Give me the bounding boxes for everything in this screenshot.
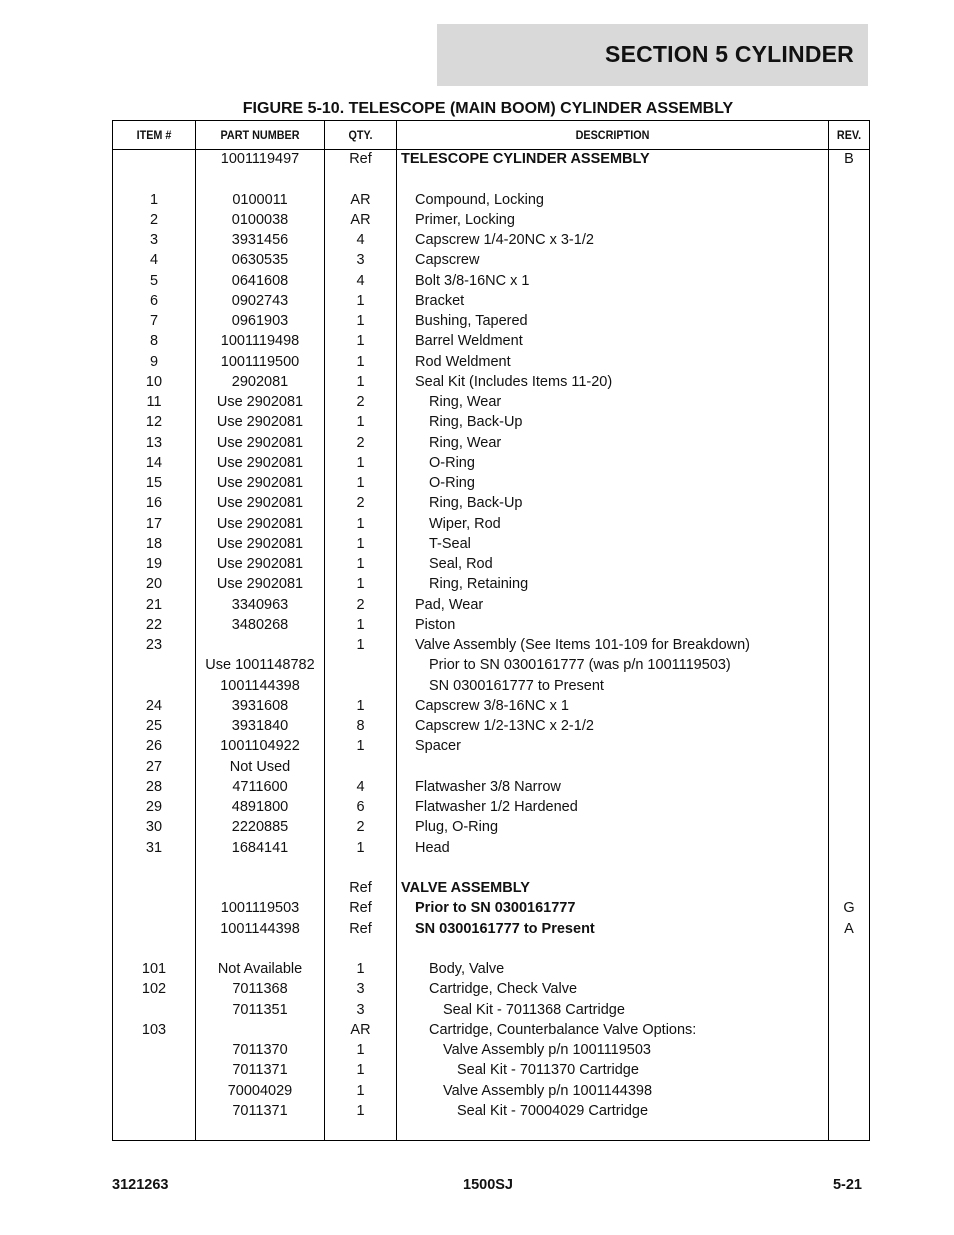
qty-cell: 4 — [356, 272, 365, 289]
qty-cell: 1 — [356, 697, 365, 714]
description-cell: Wiper, Rod — [429, 515, 501, 532]
item-cell: 1 — [149, 191, 159, 208]
part-number-cell: 3931608 — [231, 697, 289, 714]
item-cell: 9 — [149, 353, 159, 370]
description-cell: Flatwasher 3/8 Narrow — [415, 778, 561, 795]
description-cell: Cartridge, Check Valve — [429, 981, 578, 998]
item-cell: 8 — [149, 333, 159, 350]
qty-cell: 1 — [356, 1082, 365, 1099]
footer-page-number: 5-21 — [832, 1177, 862, 1193]
description-cell: Valve Assembly (See Items 101-109 for Breakdown) — [415, 637, 751, 653]
item-cell: 25 — [145, 718, 163, 734]
table-row — [113, 878, 869, 898]
part-number-cell: 1001104922 — [220, 738, 300, 755]
part-number-cell: 1684141 — [231, 839, 289, 856]
description-cell: Head — [415, 839, 450, 856]
item-cell: 15 — [145, 475, 163, 491]
table-row — [113, 1060, 869, 1080]
description-cell: Seal Kit - 70004029 Cartridge — [457, 1102, 649, 1119]
part-number-cell: 2902081 — [231, 373, 289, 390]
description-cell: Ring, Back-Up — [429, 495, 523, 512]
description-cell: Body, Valve — [429, 961, 505, 977]
table-body — [113, 149, 869, 1121]
table-row — [113, 331, 869, 351]
item-cell: 23 — [145, 637, 163, 653]
table-row — [113, 493, 869, 513]
item-cell: 3 — [149, 232, 159, 248]
part-number-cell: Use 2902081 — [216, 535, 304, 552]
figure-title: FIGURE 5-10. TELESCOPE (MAIN BOOM) CYLINDER ASSEMBLY — [242, 100, 734, 117]
rev-cell: A — [844, 920, 854, 937]
qty-cell: 1 — [356, 839, 365, 856]
item-cell: 5 — [149, 272, 159, 289]
table-header-row — [113, 121, 869, 150]
description-cell: O-Ring — [429, 475, 475, 491]
qty-cell: 1 — [356, 961, 365, 977]
table-row — [113, 392, 869, 412]
part-number-cell: 3480268 — [231, 616, 289, 633]
item-cell: 28 — [145, 778, 163, 795]
section-title: SECTION 5 CYLINDER — [605, 41, 854, 67]
part-number-cell: 0961903 — [231, 313, 289, 329]
qty-cell: Ref — [349, 880, 372, 896]
table-row — [113, 919, 869, 939]
footer-manual-number: 3121263 — [112, 1177, 169, 1193]
part-number-cell: 1001119498 — [220, 333, 300, 350]
description-cell: Ring, Back-Up — [429, 414, 523, 431]
table-row — [113, 554, 869, 574]
description-cell: Rod Weldment — [415, 353, 511, 370]
description-cell: Flatwasher 1/2 Hardened — [415, 799, 578, 815]
table-row — [113, 615, 869, 635]
item-cell: 14 — [145, 454, 163, 471]
description-cell: Capscrew 1/2-13NC x 2-1/2 — [415, 718, 594, 734]
parts-table — [112, 120, 870, 1141]
item-cell: 31 — [145, 839, 163, 856]
description-cell: Valve Assembly p/n 1001119503 — [443, 1042, 651, 1058]
qty-cell: Ref — [349, 151, 372, 167]
table-row — [113, 372, 869, 392]
qty-cell: 2 — [356, 819, 365, 836]
part-number-cell: Use 2902081 — [216, 576, 304, 593]
item-cell: 21 — [145, 596, 163, 613]
qty-cell: 1 — [356, 556, 365, 572]
column-header-qty: QTY. — [348, 128, 373, 142]
qty-cell: AR — [350, 211, 371, 228]
description-cell: Capscrew 3/8-16NC x 1 — [415, 697, 569, 714]
part-number-cell: 3931456 — [231, 232, 289, 248]
part-number-cell: Use 2902081 — [216, 556, 304, 572]
part-number-cell: 7011371 — [232, 1062, 288, 1079]
description-cell: Spacer — [415, 738, 461, 755]
item-cell: 10 — [145, 373, 163, 390]
table-row — [113, 250, 869, 270]
description-cell: Seal, Rod — [429, 556, 493, 572]
table-row — [113, 1081, 869, 1101]
part-number-cell: 0902743 — [231, 292, 289, 309]
table-row — [113, 655, 869, 675]
part-number-cell: 2220885 — [231, 819, 289, 836]
description-cell: SN 0300161777 to Present — [415, 920, 595, 937]
item-cell: 12 — [145, 414, 163, 431]
qty-cell: 1 — [356, 738, 365, 755]
item-cell: 103 — [141, 1021, 167, 1038]
description-cell: O-Ring — [429, 454, 475, 471]
part-number-cell: 1001119497 — [220, 151, 300, 167]
table-row — [113, 311, 869, 331]
item-cell: 22 — [145, 616, 163, 633]
item-cell: 11 — [146, 394, 162, 410]
table-row — [113, 959, 869, 979]
item-cell: 6 — [149, 292, 159, 309]
part-number-cell: Not Available — [217, 961, 303, 977]
column-header-item: ITEM # — [136, 128, 172, 142]
footer-model: 1500SJ — [463, 1177, 513, 1193]
qty-cell: Ref — [349, 900, 372, 917]
table-row — [113, 190, 869, 210]
part-number-cell: Use 1001148782 — [205, 657, 315, 674]
description-cell: Bracket — [415, 292, 465, 309]
qty-cell: 2 — [356, 394, 365, 410]
table-row — [113, 777, 869, 797]
description-cell: TELESCOPE CYLINDER ASSEMBLY — [401, 151, 650, 167]
description-cell: Piston — [415, 616, 456, 633]
qty-cell: 1 — [356, 333, 365, 350]
table-row — [113, 352, 869, 372]
table-row — [113, 149, 869, 169]
qty-cell: 1 — [356, 576, 365, 593]
qty-cell: 1 — [356, 292, 365, 309]
column-header-description: DESCRIPTION — [575, 128, 650, 142]
part-number-cell: 7011370 — [232, 1042, 288, 1058]
qty-cell: 1 — [356, 353, 365, 370]
qty-cell: 8 — [356, 718, 365, 734]
table-row — [113, 716, 869, 736]
item-cell: 101 — [141, 961, 167, 977]
part-number-cell: 4711600 — [232, 778, 288, 795]
table-row — [113, 858, 869, 878]
description-cell: SN 0300161777 to Present — [429, 677, 604, 694]
description-cell: Ring, Wear — [429, 434, 502, 451]
description-cell: Compound, Locking — [415, 191, 544, 208]
description-cell: T-Seal — [429, 535, 471, 552]
part-number-cell: 0100011 — [232, 191, 288, 208]
qty-cell: 4 — [356, 778, 365, 795]
part-number-cell: Use 2902081 — [216, 515, 304, 532]
table-row — [113, 453, 869, 473]
table-row — [113, 898, 869, 918]
qty-cell: 1 — [356, 1042, 365, 1058]
table-row — [113, 736, 869, 756]
part-number-cell: Use 2902081 — [216, 394, 304, 410]
table-row — [113, 939, 869, 959]
qty-cell: AR — [350, 191, 371, 208]
table-row — [113, 979, 869, 999]
table-row — [113, 595, 869, 615]
part-number-cell: Not Used — [229, 758, 291, 775]
qty-cell: 1 — [356, 637, 365, 653]
table-row — [113, 757, 869, 777]
table-row — [113, 696, 869, 716]
part-number-cell: 0641608 — [231, 272, 289, 289]
qty-cell: 1 — [356, 313, 365, 329]
section-header-banner — [437, 24, 868, 86]
part-number-cell: 70004029 — [227, 1082, 293, 1099]
description-cell: VALVE ASSEMBLY — [401, 880, 530, 896]
table-row — [113, 1020, 869, 1040]
table-row — [113, 473, 869, 493]
qty-cell: 3 — [356, 252, 365, 269]
item-cell: 4 — [149, 252, 159, 269]
table-row — [113, 230, 869, 250]
item-cell: 18 — [145, 535, 163, 552]
qty-cell: 2 — [356, 596, 365, 613]
description-cell: Barrel Weldment — [415, 333, 523, 350]
qty-cell: 1 — [356, 475, 365, 491]
part-number-cell: 4891800 — [231, 799, 289, 815]
column-header-rev: REV. — [836, 128, 862, 142]
qty-cell: 3 — [356, 1001, 365, 1018]
table-row — [113, 412, 869, 432]
part-number-cell: 1001119500 — [220, 353, 300, 370]
table-row — [113, 169, 869, 189]
table-row — [113, 514, 869, 534]
table-row — [113, 271, 869, 291]
description-cell: Seal Kit - 7011370 Cartridge — [457, 1062, 639, 1079]
part-number-cell: 7011368 — [232, 981, 288, 998]
column-header-part-number: PART NUMBER — [220, 128, 300, 142]
rev-cell: G — [843, 900, 855, 917]
table-row — [113, 1000, 869, 1020]
qty-cell: AR — [350, 1021, 371, 1038]
table-row — [113, 291, 869, 311]
item-cell: 26 — [145, 738, 163, 755]
table-row — [113, 433, 869, 453]
item-cell: 2 — [149, 211, 159, 228]
description-cell: Capscrew — [415, 252, 480, 269]
description-cell: Ring, Wear — [429, 394, 502, 410]
qty-cell: 2 — [356, 495, 365, 512]
qty-cell: 6 — [356, 799, 365, 815]
part-number-cell: 1001144398 — [220, 677, 300, 694]
qty-cell: 1 — [356, 414, 365, 431]
table-row — [113, 635, 869, 655]
part-number-cell: Use 2902081 — [216, 434, 304, 451]
table-row — [113, 676, 869, 696]
qty-cell: 1 — [356, 454, 365, 471]
part-number-cell: 3931840 — [231, 718, 289, 734]
part-number-cell: 1001119503 — [220, 900, 300, 917]
description-cell: Valve Assembly p/n 1001144398 — [443, 1082, 653, 1099]
qty-cell: 1 — [356, 1102, 365, 1119]
description-cell: Cartridge, Counterbalance Valve Options: — [429, 1021, 697, 1038]
table-row — [113, 797, 869, 817]
item-cell: 20 — [145, 576, 163, 593]
item-cell: 24 — [145, 697, 163, 714]
description-cell: Capscrew 1/4-20NC x 3-1/2 — [415, 232, 594, 248]
description-cell: Ring, Retaining — [429, 576, 529, 593]
item-cell: 102 — [141, 981, 167, 998]
description-cell: Seal Kit (Includes Items 11-20) — [415, 373, 613, 390]
qty-cell: 2 — [356, 434, 365, 451]
part-number-cell: Use 2902081 — [216, 495, 304, 512]
qty-cell: 1 — [356, 616, 365, 633]
item-cell: 27 — [145, 758, 163, 775]
table-row — [113, 534, 869, 554]
description-cell: Bolt 3/8-16NC x 1 — [415, 272, 530, 289]
description-cell: Pad, Wear — [415, 596, 484, 613]
part-number-cell: Use 2902081 — [216, 475, 304, 491]
qty-cell: 1 — [356, 515, 365, 532]
table-row — [113, 838, 869, 858]
part-number-cell: Use 2902081 — [216, 414, 304, 431]
part-number-cell: 7011351 — [232, 1001, 288, 1018]
description-cell: Prior to SN 0300161777 (was p/n 1001119503) — [429, 657, 731, 674]
part-number-cell: Use 2902081 — [216, 454, 304, 471]
part-number-cell: 1001144398 — [220, 920, 300, 937]
item-cell: 16 — [145, 495, 163, 512]
item-cell: 13 — [145, 434, 163, 451]
qty-cell: 3 — [356, 981, 365, 998]
item-cell: 19 — [145, 556, 163, 572]
qty-cell: 1 — [356, 535, 365, 552]
table-row — [113, 1040, 869, 1060]
item-cell: 30 — [145, 819, 163, 836]
part-number-cell: 7011371 — [232, 1102, 288, 1119]
part-number-cell: 3340963 — [231, 596, 289, 613]
part-number-cell: 0630535 — [231, 252, 289, 269]
description-cell: Primer, Locking — [415, 211, 515, 228]
item-cell: 17 — [145, 515, 163, 532]
table-row — [113, 817, 869, 837]
description-cell: Prior to SN 0300161777 — [415, 900, 576, 917]
qty-cell: 1 — [356, 1062, 365, 1079]
qty-cell: Ref — [349, 920, 372, 937]
item-cell: 7 — [149, 313, 159, 329]
qty-cell: 4 — [356, 232, 365, 248]
description-cell: Seal Kit - 7011368 Cartridge — [443, 1001, 625, 1018]
table-row — [113, 1101, 869, 1121]
table-row — [113, 574, 869, 594]
table-row — [113, 210, 869, 230]
description-cell: Plug, O-Ring — [415, 819, 499, 836]
part-number-cell: 0100038 — [231, 211, 289, 228]
item-cell: 29 — [145, 799, 163, 815]
rev-cell: B — [844, 151, 854, 167]
description-cell: Bushing, Tapered — [415, 313, 528, 329]
qty-cell: 1 — [356, 373, 365, 390]
